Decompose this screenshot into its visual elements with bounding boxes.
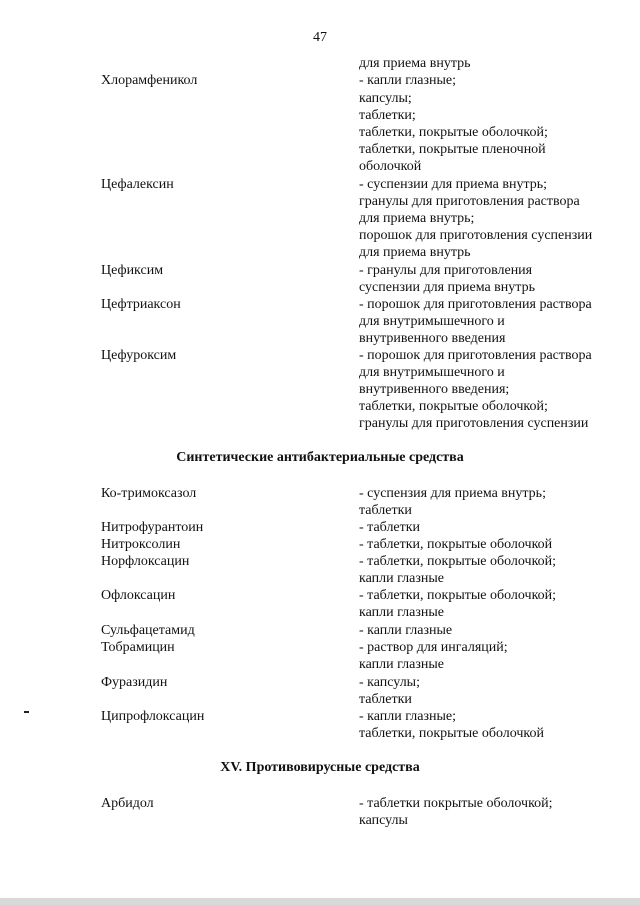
dosage-form-line: таблетки, покрытые оболочкой — [359, 726, 545, 741]
drug-name-cefalexin: Цефалексин — [101, 177, 174, 192]
dosage-form-line: для внутримышечного и — [359, 314, 505, 329]
dosage-form-line: - капли глазные; — [359, 73, 457, 88]
dosage-form-line: - гранулы для приготовления — [359, 263, 533, 278]
dosage-form-line: капли глазные — [359, 605, 444, 620]
dosage-form-line: оболочкой — [359, 159, 422, 174]
dosage-form-line: для приема внутрь — [359, 56, 471, 71]
drug-name-tobramycin: Тобрамицин — [101, 640, 175, 655]
dosage-form-line: гранулы для приготовления суспензии — [359, 416, 589, 431]
dosage-form-line: внутривенного введения; — [359, 382, 510, 397]
drug-name-cefixime: Цефиксим — [101, 263, 164, 278]
drug-name-sulfacetamide: Сульфацетамид — [101, 623, 195, 638]
dosage-form-line: для внутримышечного и — [359, 365, 505, 380]
dosage-form-line: - капли глазные — [359, 623, 453, 638]
dosage-form-line: таблетки, покрытые оболочкой; — [359, 125, 548, 140]
page-number: 47 — [313, 30, 327, 45]
dosage-form-line: - таблетки, покрытые оболочкой; — [359, 588, 557, 603]
drug-name-cefuroxime: Цефуроксим — [101, 348, 177, 363]
dosage-form-line: для приема внутрь — [359, 245, 471, 260]
dosage-form-line: - капсулы; — [359, 675, 420, 690]
drug-name-arbidol: Арбидол — [101, 796, 154, 811]
drug-name-co-trimoxazole: Ко-тримоксазол — [101, 486, 197, 501]
drug-name-ceftriaxone: Цефтриаксон — [101, 297, 181, 312]
drug-name-ciprofloxacin: Ципрофлоксацин — [101, 709, 205, 724]
dosage-form-line: суспензии для приема внутрь — [359, 280, 535, 295]
dosage-form-line: - таблетки покрытые оболочкой; — [359, 796, 553, 811]
drug-name-nitroxoline: Нитроксолин — [101, 537, 181, 552]
drug-name-chloramphenicol: Хлорамфеникол — [101, 73, 198, 88]
dosage-form-line: - капли глазные; — [359, 709, 457, 724]
dosage-form-line: порошок для приготовления суспензии — [359, 228, 593, 243]
dosage-form-line: капли глазные — [359, 657, 444, 672]
dosage-form-line: внутривенного введения — [359, 331, 506, 346]
dosage-form-line: таблетки — [359, 692, 412, 707]
dosage-form-line: капли глазные — [359, 571, 444, 586]
dosage-form-line: капсулы — [359, 813, 408, 828]
dosage-form-line: для приема внутрь; — [359, 211, 475, 226]
dosage-form-line: таблетки — [359, 503, 412, 518]
section-heading-synthetic-antibacterials: Синтетические антибактериальные средства — [176, 450, 464, 465]
dosage-form-line: - таблетки, покрытые оболочкой; — [359, 554, 557, 569]
dosage-form-line: - суспензии для приема внутрь; — [359, 177, 548, 192]
dosage-form-line: гранулы для приготовления раствора — [359, 194, 580, 209]
dosage-form-line: таблетки, покрытые оболочкой; — [359, 399, 548, 414]
dosage-form-line: - таблетки — [359, 520, 421, 535]
dosage-form-line: - суспензия для приема внутрь; — [359, 486, 546, 501]
drug-name-nitrofurantoin: Нитрофурантоин — [101, 520, 204, 535]
dosage-form-line: - порошок для приготовления раствора — [359, 297, 592, 312]
dosage-form-line: - раствор для ингаляций; — [359, 640, 508, 655]
drug-name-norfloxacin: Норфлоксацин — [101, 554, 190, 569]
section-heading-antivirals: XV. Противовирусные средства — [220, 760, 420, 775]
margin-mark — [24, 711, 29, 713]
drug-name-ofloxacin: Офлоксацин — [101, 588, 176, 603]
dosage-form-line: - таблетки, покрытые оболочкой — [359, 537, 553, 552]
drug-name-furazidin: Фуразидин — [101, 675, 168, 690]
dosage-form-line: таблетки; — [359, 108, 416, 123]
dosage-form-line: таблетки, покрытые пленочной — [359, 142, 546, 157]
dosage-form-line: - порошок для приготовления раствора — [359, 348, 592, 363]
dosage-form-line: капсулы; — [359, 91, 412, 106]
scan-bottom-edge — [0, 898, 640, 905]
